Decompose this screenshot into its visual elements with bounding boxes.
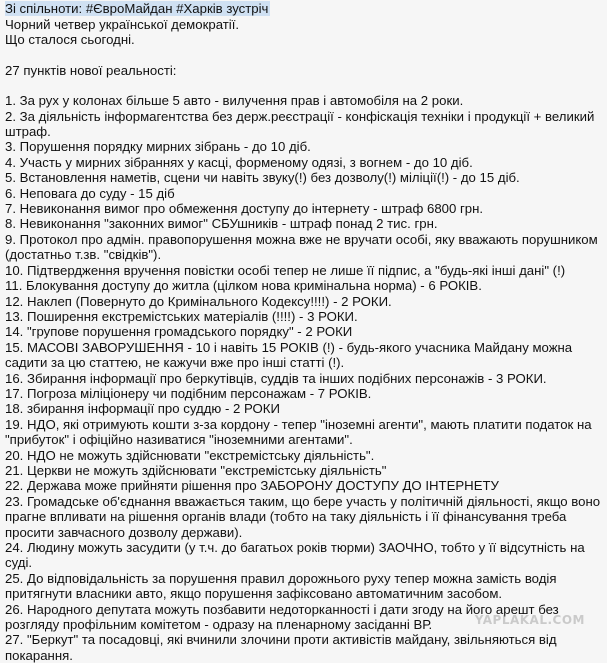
list-item: 14. "групове порушення громадського порядку" - 2 РОКИ bbox=[5, 324, 353, 340]
list-item: 9. Протокол про адмін. правопорушення можна вже не вручати особі, яку вважають порушником (достатньо т.зв. "свідків"). bbox=[5, 231, 598, 263]
list-item: 20. НДО не можуть здійснювати "екстремістську діяльність". bbox=[5, 447, 375, 463]
list-item: 1. За рух у колонах більше 5 авто - вилучення прав і автомобіля на 2 роки. bbox=[5, 93, 464, 109]
list-item: 3. Порушення порядку мирних зібрань - до 10 діб. bbox=[5, 139, 311, 155]
list-item: 27. "Беркут" та посадовці, які вчинили злочини проти активістів майдану, звільняються від покарання. bbox=[5, 632, 557, 663]
list-item: 16. Збирання інформації про беркутівців, суддів та інших подібних персонажів - 3 РОКИ. bbox=[5, 370, 547, 386]
list-item: 25. До відповідальність за порушення правил дорожнього руху тепер можна замість водія притягнути власники авто, якщо порушення зафіксовано автоматичним засобом. bbox=[5, 570, 557, 602]
items-list bbox=[5, 93, 607, 663]
list-item: 8. Невиконання "законних вимог" СБУшників - штраф понад 2 тис. грн. bbox=[5, 216, 438, 232]
list-item: 11. Блокування доступу до житла (цілком нова кримінальна норма) - 6 РОКІВ. bbox=[5, 278, 482, 294]
list-item: 5. Встановлення наметів, сцени чи навіть звуку(!) без дозволу(!) міліції(!) - до 15 діб. bbox=[5, 170, 520, 186]
list-item: 12. Наклеп (Повернуто до Кримінального Кодексу!!!!) - 2 РОКИ. bbox=[5, 293, 392, 309]
list-item: 24. Людину можуть засудити (у т.ч. до багатьох років тюрми) ЗАОЧНО, тобто у її відсутність на суді. bbox=[5, 540, 585, 571]
list-item: 21. Церкви не можуть здійснювати "екстремістську діяльність" bbox=[5, 462, 387, 478]
list-item: 18. збирання інформації про суддю - 2 РОКИ bbox=[5, 401, 280, 417]
subtitle-1: Чорний четвер української демократії. bbox=[5, 17, 240, 32]
intro-text: 27 пунктів нової реальності: bbox=[5, 62, 177, 78]
subtitle-2: Що сталося сьогодні. bbox=[5, 32, 135, 48]
source-line bbox=[5, 1, 607, 17]
list-item: 19. НДО, які отримують кошти з-за кордону - тепер "іноземні агенти", мають платити податок на "прибуток" і офіційно називатися "іноземними агентами". bbox=[5, 416, 592, 448]
spacer bbox=[5, 48, 607, 63]
list-item: 13. Поширення екстремістських матеріалів (!!!!) - 3 РОКИ. bbox=[5, 308, 358, 324]
list-item: 7. Невиконання вимог про обмеження доступу до інтернету - штраф 6800 грн. bbox=[5, 201, 484, 217]
list-item: 10. Підтвердження вручення повістки особі тепер не лише її підпис, а "будь-які інші дані" (!) bbox=[5, 262, 566, 278]
source-link[interactable]: Зі спільноти: #ЄвроМайдан #Харків зустріч bbox=[5, 1, 269, 16]
list-item: 22. Держава може прийняти рішення про ЗАБОРОНУ ДОСТУПУ ДО ІНТЕРНЕТУ bbox=[5, 478, 499, 494]
list-item: 2. За діяльність інформагентства без держ.реєстрації - конфіскація техніки і продукції + великий штраф. bbox=[5, 108, 595, 140]
list-item: 26. Народного депутата можуть позбавити недоторканності і дати згоду на його арешт без розгляду профільним комітетом - одразу на пленарному засіданні ВР. bbox=[5, 601, 559, 633]
list-item: 17. Погроза міліціонеру чи подібним персонажам - 7 РОКІВ. bbox=[5, 385, 372, 401]
spacer bbox=[5, 78, 607, 93]
list-item: 4. Участь у мирних зібраннях у касці, форменому одязі, з вогнем - до 10 діб. bbox=[5, 154, 473, 170]
list-item: 23. Громадське об'єднання вважається таким, що бере участь у політичній діяльності, якщо воно прагне впливати на рішення органів влади (тобто на таку діяльність і її фінансування треба просити завчасного дозволу держави). bbox=[5, 493, 601, 540]
list-item: 15. МАСОВІ ЗАВОРУШЕННЯ - 10 і навіть 15 РОКІВ (!) - будь-якого учасника Майдану можна садити за цю статтею, не кажучи вже про інші статті (!). bbox=[5, 339, 573, 371]
list-item: 6. Неповага до суду - 15 діб bbox=[5, 185, 175, 201]
site-watermark: YAPLAKAL.COM bbox=[474, 612, 585, 627]
